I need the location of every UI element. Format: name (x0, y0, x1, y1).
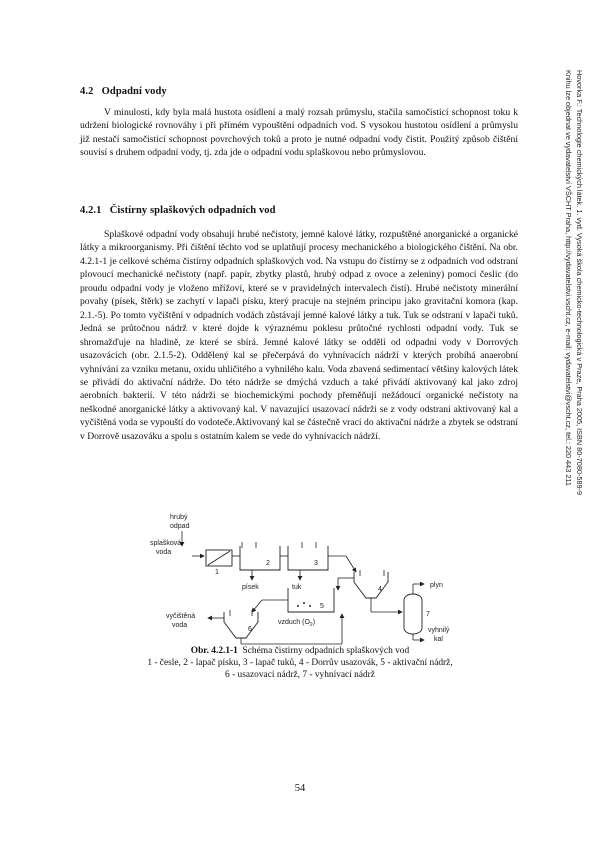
figure-caption (90, 645, 510, 681)
unit-7-digester (404, 594, 422, 634)
label-vyhnily-kal-1: vyhnilý (428, 627, 450, 634)
label-splaskova-voda-2: voda (156, 549, 172, 556)
bubble-3 (309, 605, 311, 607)
label-plyn: plyn (430, 582, 443, 589)
label-n5: 5 (320, 603, 324, 610)
unit-2-grit-chamber (240, 546, 280, 570)
label-hruby-odpad-2: odpad (170, 523, 190, 530)
caption-line-2: 1 - česle, 2 - lapač písku, 3 - lapač tuků, 4 - Dorrův usazovák, 5 - aktivační nádrž, (147, 658, 453, 668)
subsection-body-paragraph: Splaškové odpadní vody obsahují hrubé nečistoty, jemné kalové látky, rozpuštěné anorganické a organické látky a mikroorganismy. Při čištění těchto vod se uplatňují procesy mechanického a biologického čištění. Na obr. 4.2.1-1 je celkové schéma čistírny odpadních splaškových vod. Na vstupu do čistírny se z odpadních vod odstraní plovoucí mechanické nečistoty (např. papír, zbytky plastů, hrubý odpad z ovoce a zeleniny) pomocí česlic (do proudu odpadní vody je vloženo mřížoví, které se v pravidelných intervalech čistí). Hrubé nečistoty minerální povahy (písek, štěrk) se zachytí v lapači písku, který pracuje na stejném principu jako gravitační komora (kap. 2.1.-5). Po tomto vyčištění v odpadních vodách zůstávají jemné kalové látky a tuk. Tuk se odstraní v lapači tuků. Jedná se průtočnou nádrž v které dojde k výraznému poklesu průtočné rychlosti odpadní vody. Tuk se shromažďuje na hladině, ze které se sbírá. Jemné kalové látky se oddělí od odpadní vody v Dorrových usazovácích (obr. 2.1.5-2). Oddělený kal se přečerpává do vyhnívacích nádrží v kterých probíhá anaerobní vyhnívání za vzniku metanu, oxidu uhličitého a vyhnilého kalu. Voda zbavená sedimentací většiny kalových látek se přivádí do aktivační nádrže. Do této nádrže se dmýchá vzduch a také přivádí aktivovaný kal jako zdroj aerobních bakterií. V této nádrži se biochemickými pochody přeměňují nežádoucí organické nečistoty na neškodné anorganické látky a aktivovaný kal. V navazující usazovací nádrži se z vody odstraní aktivovaný kal a vyčištěná voda se vypouští do vodoteče.Aktivovaný kal se částečně vrací do aktivační nádrže a zbytek se odstraní v Dorrově usazováku a spolu s ostatním kalem se vede do vyhnívacích nádrží. (80, 229, 518, 442)
label-n4: 4 (378, 586, 382, 593)
bubble-1 (297, 605, 299, 607)
label-splaskova-voda-1: splašková (150, 540, 182, 547)
section-title: Odpadní vody (101, 86, 167, 97)
label-n3: 3 (314, 560, 318, 567)
page-number: 54 (294, 783, 306, 794)
side-citation (523, 70, 598, 630)
label-n1: 1 (215, 569, 219, 576)
screen-grate (208, 551, 230, 565)
unit-3-grease-trap (288, 546, 328, 570)
label-vycistena-voda-1: vyčištěná (166, 613, 196, 620)
arrow-to-4 (346, 556, 356, 572)
unit-5-activation-tank (288, 588, 334, 612)
side-citation-line-1: Hovorka F.: Technologie chemických látek. 1. vyd. Vysoká škola chemicko-technologická v Praze, Praha 2005, ISBN 80-7080-589-9 (575, 70, 584, 496)
label-pisek: písek (242, 584, 259, 591)
section-number: 4.2 (80, 86, 94, 97)
side-citation-line-2: Knihu lze objednat ve vydavatelství VŠCHT Praha, http://vydavatelstvi.vscht.cz, e-mail: vydavatelstvi@vscht.cz, tel.: 220 443 211 (564, 70, 573, 486)
label-n7: 7 (426, 611, 430, 618)
label-vzduch: vzduch $(O_2)$ (278, 619, 316, 628)
section-intro-paragraph: V minulosti, kdy byla malá hustota osídlení a malý rozsah průmyslu, stačila samočisticí schopnost toku k udržení biologické rovnováhy i při přímém vypouštění odpadních vod. S vysokou hustotou osídlení a průmyslu již nestačí samočisticí schopnost povrchových toků a proto je nutné odpadní vody čistit. Použitý způsob čištění souvisí s druhem odpadní vody, tj. zda jde o odpadní vodu splaškovou nebo průmyslovou. (80, 107, 518, 159)
label-vyhnily-kal-2: kal (434, 636, 443, 643)
subsection-title: Čistírny splaškových odpadních vod (109, 205, 276, 216)
label-hruby-odpad-1: hrubý (170, 514, 188, 521)
unit-4-dorr-settler (354, 572, 388, 598)
bubble-2 (303, 602, 305, 604)
subsection-number: 4.2.1 (80, 205, 102, 216)
label-n6: 6 (248, 626, 252, 633)
caption-line-1 (90, 645, 510, 657)
subsection-heading (80, 205, 276, 216)
section-heading (80, 86, 167, 97)
label-vycistena-voda-2: voda (172, 622, 188, 629)
label-n2: 2 (266, 560, 270, 567)
wastewater-plant-diagram (112, 508, 472, 648)
caption-label: Obr. 4.2.1-1 (190, 646, 238, 656)
unit-6-settling-tank (224, 612, 258, 638)
caption-title: Schéma čistírny odpadních splaškových vod (242, 646, 410, 656)
arrow-to-6 (252, 600, 262, 612)
caption-line-3: 6 - usazovací nádrž, 7 - vyhnívací nádrž (225, 670, 375, 680)
label-tuk: tuk (292, 584, 302, 591)
